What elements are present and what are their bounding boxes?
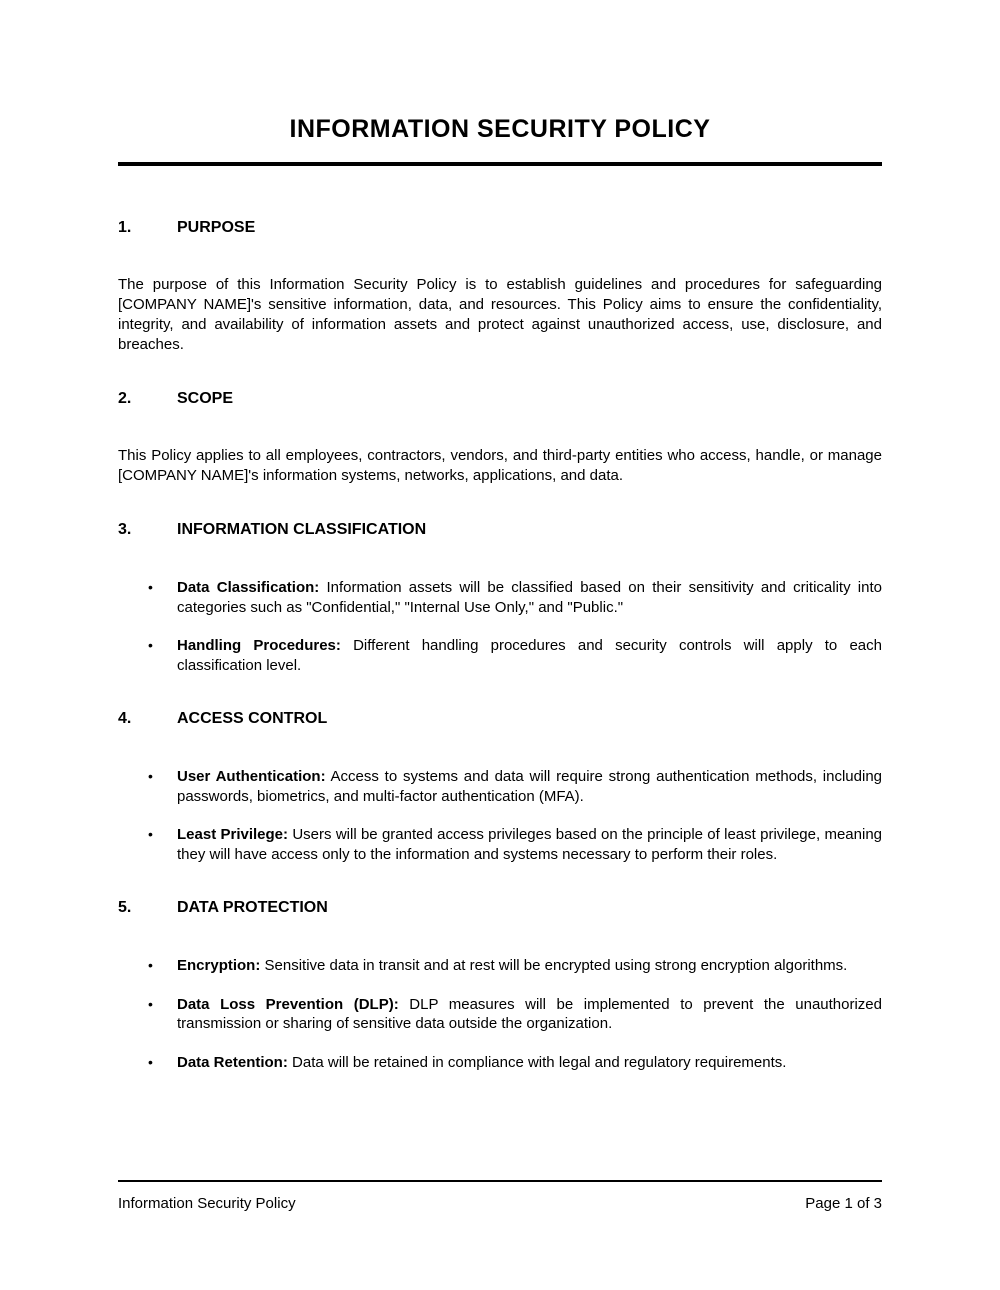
bullet-icon: • bbox=[148, 957, 153, 973]
paragraph-purpose: The purpose of this Information Security Policy is to establish guidelines and procedures for safeguarding [COMPANY NAME]'s sensitive information, data, and resources. This Policy aims to ensure the confidentiality, integrity, and availability of information assets and protect against unauthorized access, use, disclosure, and breaches. bbox=[118, 276, 882, 353]
bullet-icon: • bbox=[148, 1053, 153, 1070]
bullet-text bbox=[177, 825, 882, 864]
bullet-text bbox=[177, 1053, 882, 1073]
title-divider bbox=[118, 162, 882, 166]
bullet-icon: • bbox=[148, 995, 153, 1012]
bullet-item bbox=[118, 578, 882, 617]
section-heading-scope bbox=[118, 389, 882, 408]
bullet-body: Users will be granted access privileges based on the principle of least privilege, meaning they will have access only to the information and systems necessary to perform their roles. bbox=[177, 826, 882, 863]
bullet-icon: • bbox=[148, 637, 153, 653]
bullet-list-information-classification bbox=[118, 578, 882, 675]
paragraph-scope: This Policy applies to all employees, contractors, vendors, and third-party entities who access, handle, or manage [COMPANY NAME]'s information systems, networks, applications, and data. bbox=[118, 447, 882, 484]
footer-document-title: Information Security Policy bbox=[118, 1195, 296, 1212]
bullet-icon: • bbox=[148, 579, 153, 595]
section-number: 3. bbox=[118, 521, 132, 538]
page-footer bbox=[118, 1180, 882, 1213]
bullet-body: Information assets will be classified based on their sensitivity and criticality into categories such as "Confidential," "Internal Use Only," and "Public." bbox=[177, 579, 882, 616]
section-heading-label: ACCESS CONTROL bbox=[177, 710, 328, 727]
section-heading-label: INFORMATION CLASSIFICATION bbox=[177, 521, 427, 538]
bullet-text bbox=[177, 578, 882, 617]
bullet-label: User Authentication: bbox=[177, 768, 326, 785]
bullet-label: Data Classification: bbox=[177, 579, 320, 596]
bullet-list-access-control bbox=[118, 767, 882, 864]
bullet-text bbox=[177, 995, 882, 1034]
section-heading-label: PURPOSE bbox=[177, 219, 256, 236]
section-heading-data-protection bbox=[118, 898, 882, 917]
bullet-item bbox=[118, 956, 882, 976]
bullet-item bbox=[118, 995, 882, 1034]
footer-page-number: Page 1 of 3 bbox=[805, 1195, 882, 1212]
bullet-item bbox=[118, 636, 882, 675]
bullet-body: Different handling procedures and security controls will apply to each classification level. bbox=[177, 637, 882, 674]
section-heading-information-classification bbox=[118, 520, 882, 539]
bullet-label: Handling Procedures: bbox=[177, 637, 341, 654]
section-number: 2. bbox=[118, 390, 132, 407]
section-heading-label: SCOPE bbox=[177, 390, 234, 407]
bullet-text bbox=[177, 767, 882, 806]
bullet-text bbox=[177, 956, 882, 976]
bullet-body: Sensitive data in transit and at rest will be encrypted using strong encryption algorithms. bbox=[264, 957, 848, 974]
bullet-item bbox=[118, 825, 882, 864]
bullet-label: Data Loss Prevention (DLP): bbox=[177, 995, 399, 1013]
section-heading-label: DATA PROTECTION bbox=[177, 899, 328, 916]
bullet-body: Data will be retained in compliance with legal and regulatory requirements. bbox=[292, 1053, 787, 1071]
section-number: 4. bbox=[118, 710, 132, 727]
bullet-label: Data Retention: bbox=[177, 1053, 288, 1071]
bullet-item bbox=[118, 767, 882, 806]
section-heading-access-control bbox=[118, 709, 882, 728]
bullet-item bbox=[118, 1053, 882, 1073]
bullet-text bbox=[177, 636, 882, 675]
bullet-icon: • bbox=[148, 826, 153, 842]
section-number: 5. bbox=[118, 899, 132, 916]
section-number: 1. bbox=[118, 219, 132, 236]
bullet-body: Access to systems and data will require strong authentication methods, including passwords, biometrics, and multi-factor authentication (MFA). bbox=[177, 768, 883, 805]
bullet-label: Encryption: bbox=[177, 957, 261, 974]
document-title: INFORMATION SECURITY POLICY bbox=[289, 115, 711, 143]
bullet-list-data-protection bbox=[118, 956, 882, 1072]
bullet-body: DLP measures will be implemented to prevent the unauthorized transmission or sharing of sensitive data outside the organization. bbox=[177, 995, 882, 1032]
bullet-label: Least Privilege: bbox=[177, 826, 289, 843]
bullet-icon: • bbox=[148, 768, 153, 784]
section-heading-purpose bbox=[118, 218, 882, 237]
